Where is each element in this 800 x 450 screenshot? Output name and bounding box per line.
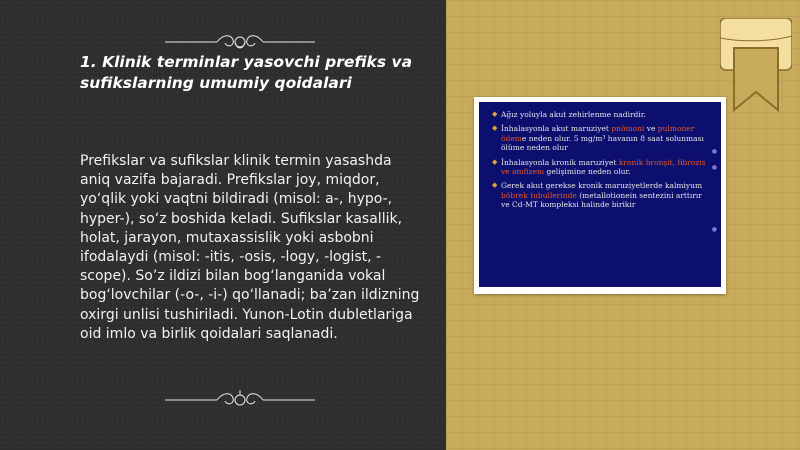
diamond-bullet-icon: ◆ [492,157,498,166]
bullet-text-segment: (metallotionein sentezini arttırır ve Cd-MT kompleksi halinde birikir [501,190,702,210]
embedded-bullet-text [501,124,707,152]
slide-body-text: Prefikslar va sufikslar klinik termin yasashda aniq vazifa bajaradi. Prefikslar joy, miqdor, yo‘qlik yoki vaqtni bildiradi (misol: a-, hypo-, hyper-), so‘z boshida keladi. Sufikslar kasallik, holat, jarayon, mutaxassislik yoki asbobni ifodalaydi (misol: -itis, -osis, -logy, -logist, -scope). So’z ildizi bilan bog‘langanida vokal bog‘lovchilar (-o-, -i-) qo‘llanadi; ba’zan ildizning oxirgi unlisi tushiriladi. Yunon-Lotin dubletlariga oid imlo va birlik qoidalari saqlanadi. [80,153,420,342]
diamond-bullet-icon: ◆ [492,124,498,133]
slide-title: 1. Klinik terminlar yasovchi prefiks va sufikslarning umumiy qoidalari [80,53,413,92]
bullet-text-segment: ve [644,124,658,134]
highlighted-term: kronik bronşit, fibrozis ve amfizem [501,157,706,177]
bullet-text-segment: İnhalasyonla kronik maruziyet [501,157,619,167]
embedded-bullet-text [501,110,707,119]
highlighted-term: pulmoner ödem [501,124,695,143]
bottom-flourish-ornament [165,388,315,412]
diamond-bullet-icon: ◆ [492,181,498,190]
embedded-bullet-item [492,124,707,152]
bullet-text-segment: Ağız yoluyla akut zehirlenme nadirdir. [501,110,646,119]
bullet-text-segment: e neden olur. 5 mg/m³ havanın 8 saat solunması ölüme neden olur [501,133,704,153]
marker-icon: ● [711,226,717,233]
bullet-text-segment: gelişimine neden olur. [544,167,631,177]
bullet-text-segment: İnhalasyonla akut maruziyet [501,124,612,134]
embedded-bullet-item [492,181,707,209]
embedded-slide-image-frame [474,97,726,294]
bookmark-ribbon-icon [720,18,792,118]
embedded-slide-image [479,102,721,287]
embedded-bullet-item [492,158,707,177]
bullet-text-segment: Gerek akut gerekse kronik maruziyetlerde kalmiyum [501,181,703,191]
diamond-bullet-icon: ◆ [492,110,498,118]
top-flourish-ornament [165,30,315,54]
highlighted-term: pnömoni [611,124,645,134]
highlighted-term: böbrek tubullerinde [501,190,577,200]
embedded-bullet-text [501,181,707,209]
embedded-bullet-text [501,158,707,177]
embedded-bullet-item [492,110,707,119]
marker-icon: ● [711,164,717,171]
marker-icon: ● [711,148,717,155]
